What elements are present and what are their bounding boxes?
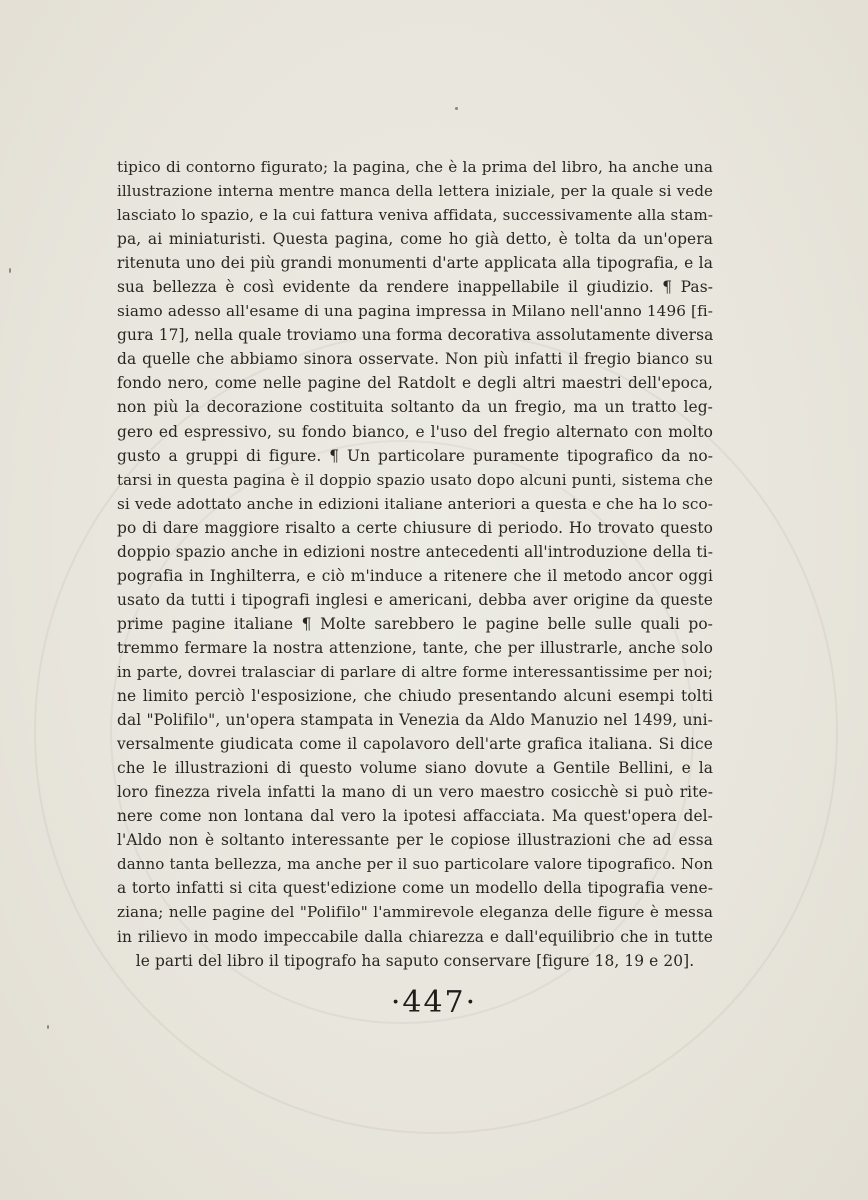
text-line: non più la decorazione costituita soltanto da un fregio, ma un tratto leg- xyxy=(117,398,713,417)
body-text xyxy=(117,155,713,973)
paper-speck xyxy=(47,1025,49,1029)
text-line: che le illustrazioni di questo volume siano dovute a Gentile Bellini, e la xyxy=(117,759,713,778)
text-line: nere come non lontana dal vero la ipotesi affacciata. Ma quest'opera del- xyxy=(117,807,713,826)
text-line: lasciato lo spazio, e la cui fattura veniva affidata, successivamente alla stam- xyxy=(117,206,713,225)
text-line: illustrazione interna mentre manca della lettera iniziale, per la quale si vede xyxy=(117,182,713,201)
text-line: a torto infatti si cita quest'edizione come un modello della tipografia vene- xyxy=(117,879,713,898)
text-line: pografia in Inghilterra, e ciò m'induce a ritenere che il metodo ancor oggi xyxy=(117,566,713,585)
text-line: prime pagine italiane ¶ Molte sarebbero le pagine belle sulle quali po- xyxy=(117,614,713,633)
text-line: pa, ai miniaturisti. Questa pagina, come ho già detto, è tolta da un'opera xyxy=(117,230,713,249)
text-line: si vede adottato anche in edizioni italiane anteriori a questa e che ha lo sco- xyxy=(117,494,713,513)
text-line: gero ed espressivo, su fondo bianco, e l'uso del fregio alternato con molto xyxy=(117,422,713,441)
text-line: po di dare maggiore risalto a certe chiusure di periodo. Ho trovato questo xyxy=(117,518,713,537)
text-line: gura 17], nella quale troviamo una forma decorativa assolutamente diversa xyxy=(117,326,714,345)
text-line: in rilievo in modo impeccabile dalla chiarezza e dall'equilibrio che in tutte xyxy=(117,927,713,946)
text-line: versalmente giudicata come il capolavoro dell'arte grafica italiana. Si dice xyxy=(117,735,713,754)
text-line: tipico di contorno figurato; la pagina, che è la prima del libro, ha anche una xyxy=(117,158,713,176)
text-line: usato da tutti i tipografi inglesi e americani, debba aver origine da queste xyxy=(117,590,713,609)
text-line: tremmo fermare la nostra attenzione, tante, che per illustrarle, anche solo xyxy=(117,638,713,657)
text-line: fondo nero, come nelle pagine del Ratdolt e degli altri maestri dell'epoca, xyxy=(117,374,713,393)
text-line: le parti del libro il tipografo ha saputo conservare [figure 18, 19 e 20]. xyxy=(135,951,695,970)
page-number: ·447· xyxy=(390,985,478,1020)
text-line: doppio spazio anche in edizioni nostre antecedenti all'introduzione della ti- xyxy=(117,542,713,561)
text-line: loro finezza rivela infatti la mano di un vero maestro cosicchè si può rite- xyxy=(117,783,713,802)
text-line: in parte, dovrei tralasciar di parlare di altre forme interessantissime per noi; xyxy=(117,662,713,681)
paper-speck xyxy=(455,107,458,110)
text-line: tarsi in questa pagina è il doppio spazio usato dopo alcuni punti, sistema che xyxy=(117,470,713,489)
text-line: danno tanta bellezza, ma anche per il suo particolare valore tipografico. Non xyxy=(117,855,713,874)
text-line: l'Aldo non è soltanto interessante per le copiose illustrazioni che ad essa xyxy=(117,831,713,850)
text-line: sua bellezza è così evidente da rendere inappellabile il giudizio. ¶ Pas- xyxy=(117,278,713,297)
paper-speck xyxy=(9,268,11,273)
text-line: dal "Polifilo", un'opera stampata in Venezia da Aldo Manuzio nel 1499, uni- xyxy=(117,711,713,730)
text-line: ritenuta uno dei più grandi monumenti d'arte applicata alla tipografia, e la xyxy=(117,254,713,273)
text-line: ne limito perciò l'esposizione, che chiudo presentando alcuni esempi tolti xyxy=(117,687,713,706)
text-line: da quelle che abbiamo sinora osservate. Non più infatti il fregio bianco su xyxy=(117,350,713,369)
text-line: gusto a gruppi di figure. ¶ Un particolare puramente tipografico da no- xyxy=(117,446,713,465)
text-line: siamo adesso all'esame di una pagina impressa in Milano nell'anno 1496 [fi- xyxy=(117,302,713,321)
text-line: ziana; nelle pagine del "Polifilo" l'ammirevole eleganza delle figure è messa xyxy=(117,903,713,922)
